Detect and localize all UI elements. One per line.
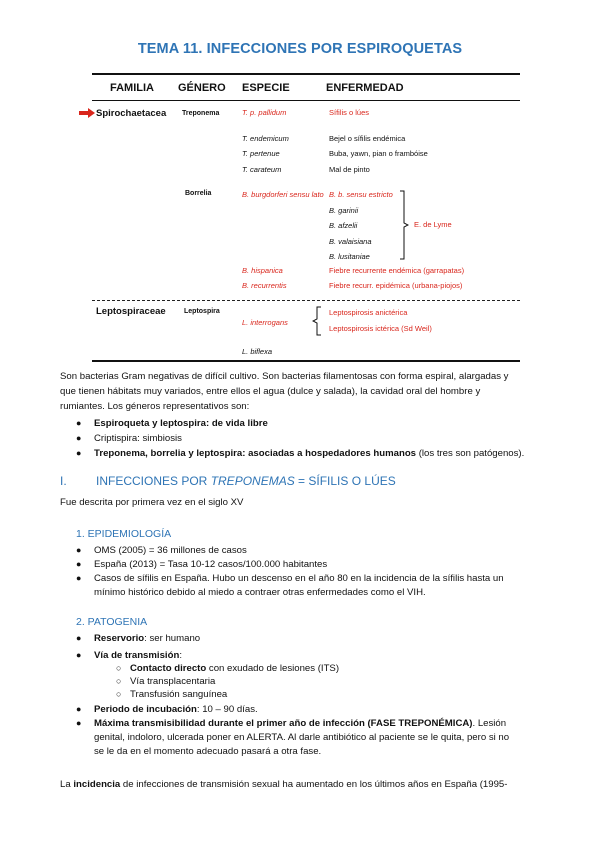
species: B. lusitaniae (329, 252, 370, 261)
species: T. carateum (242, 165, 282, 174)
spirochete-classification-figure (92, 73, 512, 363)
bullet-item: OMS (2005) = 36 millones de casos (94, 545, 247, 556)
disease: Fiebre recurr. epidémica (urbana-piojos) (329, 281, 463, 290)
lyme-brace (399, 190, 409, 260)
species: B. recurrentis (242, 281, 287, 290)
text-line: rumiantes. Los géneros representativos son: (60, 401, 250, 412)
lepto-brace (312, 306, 322, 336)
species: B. b. sensu estricto (329, 190, 393, 199)
bullet-item: Periodo de incubación: 10 – 90 días. (94, 704, 258, 715)
disease: Bejel o sífilis endémica (329, 134, 406, 143)
species: T. p. pallidum (242, 108, 287, 117)
species: B. valaisiana (329, 237, 372, 246)
header-genero: GÉNERO (178, 82, 226, 94)
bullet-icon: ● (76, 633, 82, 643)
header-rule (92, 100, 520, 101)
subsection-heading-patogenia: 2. PATOGENIA (76, 616, 148, 628)
bullet-icon: ● (76, 573, 82, 583)
bullet-icon: ● (76, 418, 82, 428)
bullet-item: España (2013) = Tasa 10-12 casos/100.000 habitantes (94, 559, 328, 570)
section-intro: Fue descrita por primera vez en el siglo XV (60, 497, 244, 508)
family-divider (92, 300, 520, 301)
species: B. afzelii (329, 221, 358, 230)
genus-treponema: Treponema (182, 110, 220, 117)
species: T. pertenue (242, 149, 280, 158)
bullet-icon: ● (76, 433, 82, 443)
bullet-item: Vía de transmisión: (94, 650, 182, 661)
sub-bullet-item: Vía transplacentaria (130, 676, 216, 687)
figure-top-rule (92, 73, 520, 75)
circle-bullet-icon: ○ (116, 676, 122, 686)
circle-bullet-icon: ○ (116, 663, 122, 673)
bullet-item: Reservorio: ser humano (94, 633, 201, 644)
sub-bullet-item: Transfusión sanguínea (130, 689, 228, 700)
subsection-heading-epidemiologia: 1. EPIDEMIOLOGÍA (76, 528, 172, 540)
family-leptospiraceae: Leptospiraceae (96, 306, 166, 317)
disease: Sífilis o lúes (329, 108, 370, 117)
bullet-icon: ● (76, 718, 82, 728)
intro-paragraph (60, 369, 538, 414)
arrow-right-icon (79, 108, 95, 118)
bullet-item: Treponema, borrelia y leptospira: asociadas a hospedadores humanos (los tres son patógenos). (94, 448, 525, 459)
disease: Mal de pinto (329, 165, 370, 174)
bullet-item: Criptispira: simbiosis (94, 433, 182, 444)
disease: Fiebre recurrente endémica (garrapatas) (329, 266, 465, 275)
text-line: que tienen hábitats muy variados, entre ellos el agua (dulce y salada), la cavidad oral del hombre y (60, 386, 481, 397)
species: B. hispanica (242, 266, 283, 275)
bullet-item: Casos de sífilis en España. Hubo un descenso en el año 80 en la incidencia de la sífilis hasta un mínimo histórico debido al miedo a contraer otras enfermedades como el VIH. (94, 573, 504, 598)
bullet-icon: ● (76, 559, 82, 569)
bullet-item: Máxima transmisibilidad durante el primer año de infección (FASE TREPONÉMICA). Lesión genital, indoloro, ulcerada poner en ALERTA. Al darle antibiótico al paciente se le quita, pero si no se le da en el momento adecuado pasará a otra fase. (94, 718, 510, 757)
bullet-item: Espiroqueta y leptospira: de vida libre (94, 418, 268, 429)
family-spirochaetacea: Spirochaetacea (96, 108, 167, 119)
figure-bottom-rule (92, 360, 520, 362)
species: L. interrogans (242, 318, 288, 327)
species: L. biflexa (242, 347, 273, 356)
genus-leptospira: Leptospira (184, 308, 220, 315)
bullet-icon: ● (76, 448, 82, 458)
lyme-disease: E. de Lyme (414, 220, 452, 229)
disease: Leptospirosis anictérica (329, 308, 408, 317)
header-enfermedad: ENFERMEDAD (326, 82, 404, 94)
genus-borrelia: Borrelia (185, 190, 212, 197)
paragraph-incidencia: La incidencia de infecciones de transmisión sexual ha aumentado en los últimos años en España (1995- (60, 779, 508, 790)
text-line: Son bacterias Gram negativas de difícil cultivo. Son bacterias filamentosas con forma espiral, alargadas y (60, 371, 509, 382)
species: B. garinii (329, 206, 359, 215)
sub-bullet-item: Contacto directo con exudado de lesiones (ITS) (130, 663, 340, 674)
species: T. endemicum (242, 134, 289, 143)
bullet-icon: ● (76, 545, 82, 555)
circle-bullet-icon: ○ (116, 689, 122, 699)
header-familia: FAMILIA (110, 82, 154, 94)
disease: Buba, yawn, pian o frambóise (329, 149, 428, 158)
bullet-icon: ● (76, 650, 82, 660)
header-especie: ESPECIE (242, 82, 290, 94)
species: B. burgdorferi sensu lato (242, 190, 324, 199)
bullet-icon: ● (76, 704, 82, 714)
page-title: TEMA 11. INFECCIONES POR ESPIROQUETAS (137, 41, 463, 57)
disease: Leptospirosis ictérica (Sd Weil) (329, 324, 432, 333)
section-heading: I. INFECCIONES POR TREPONEMAS = SÍFILIS O LÚES (60, 474, 396, 488)
